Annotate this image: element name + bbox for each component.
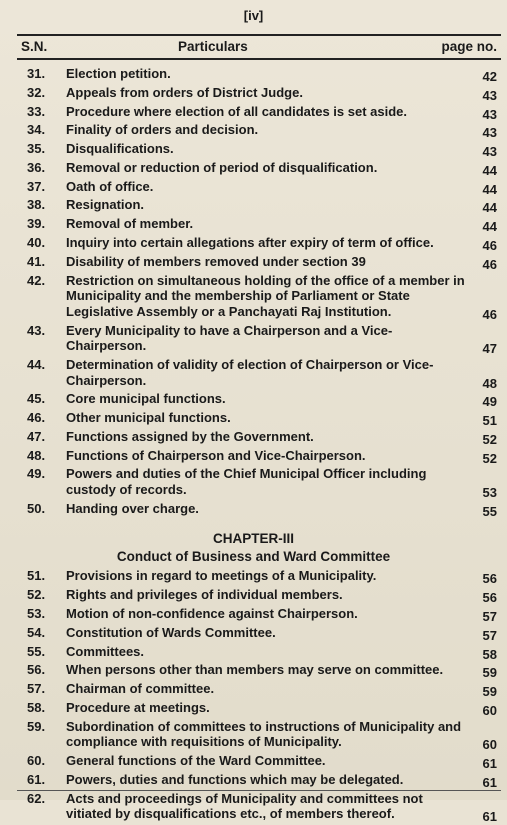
entry-number: 59. bbox=[27, 718, 46, 734]
entry-number: 38. bbox=[27, 197, 46, 213]
entry-number: 56. bbox=[27, 662, 46, 678]
entry-page-number: 46 bbox=[482, 238, 497, 254]
contents-list-part-2 bbox=[0, 568, 507, 825]
entry-number: 44. bbox=[27, 356, 46, 372]
entry-page-number: 44 bbox=[482, 181, 497, 197]
entry-title: Functions of Chairperson and Vice-Chairperson. bbox=[66, 447, 366, 463]
entry-number: 42. bbox=[27, 272, 46, 288]
entry-number: 48. bbox=[27, 447, 46, 463]
contents-entry bbox=[0, 448, 507, 464]
contents-entry bbox=[0, 625, 507, 641]
contents-entry bbox=[0, 216, 507, 235]
header-page-no: page no. bbox=[441, 39, 497, 54]
entry-number: 31. bbox=[27, 66, 46, 81]
entry-page-number: 51 bbox=[482, 413, 497, 429]
contents-entry bbox=[0, 662, 507, 681]
chapter-subtitle: Conduct of Business and Ward Committee bbox=[116, 549, 391, 565]
entry-title: Acts and proceedings of Municipality and committees not vitiated by disqualifications etc., of members thereof. bbox=[66, 790, 423, 822]
contents-entry bbox=[0, 122, 507, 141]
contents-entry bbox=[0, 273, 507, 320]
entry-title: Procedure at meetings. bbox=[66, 699, 210, 715]
chapter-title: CHAPTER-III bbox=[213, 531, 294, 547]
entry-page-number: 52 bbox=[482, 431, 497, 447]
bottom-divider bbox=[17, 790, 501, 791]
entry-title: Inquiry into certain allegations after expiry of term of office. bbox=[66, 235, 434, 251]
contents-entry bbox=[0, 606, 507, 622]
entry-page-number: 60 bbox=[482, 702, 497, 718]
entry-page-number: 57 bbox=[482, 608, 497, 624]
entry-number: 52. bbox=[27, 587, 46, 603]
entry-title: Election petition. bbox=[66, 66, 171, 81]
entry-number: 40. bbox=[27, 235, 46, 251]
entry-page-number: 46 bbox=[482, 256, 497, 272]
entry-title: Constitution of Wards Committee. bbox=[66, 624, 276, 640]
contents-entry bbox=[0, 254, 507, 270]
entry-number: 58. bbox=[27, 699, 46, 715]
entry-number: 41. bbox=[27, 253, 46, 269]
entry-page-number: 44 bbox=[482, 200, 497, 216]
contents-entry bbox=[0, 466, 507, 501]
entry-page-number: 48 bbox=[482, 375, 497, 391]
entry-title: Removal or reduction of period of disqualification. bbox=[66, 159, 378, 175]
entry-number: 51. bbox=[27, 568, 46, 584]
contents-entry bbox=[0, 772, 507, 788]
entry-page-number: 46 bbox=[482, 306, 497, 322]
header-sn: S.N. bbox=[21, 39, 48, 54]
contents-entry bbox=[0, 66, 507, 82]
entry-number: 33. bbox=[27, 103, 46, 119]
contents-entry bbox=[0, 235, 507, 254]
entry-title: Committees. bbox=[66, 643, 145, 659]
entry-title: Determination of validity of election of Chairperson or Vice-Chairperson. bbox=[66, 356, 434, 388]
entry-number: 50. bbox=[27, 500, 46, 516]
entry-number: 32. bbox=[27, 84, 46, 100]
entry-title: Handing over charge. bbox=[66, 500, 199, 516]
entry-title: When persons other than members may serve on committee. bbox=[66, 662, 444, 678]
entry-title: Rights and privileges of individual members. bbox=[66, 587, 343, 603]
contents-entry bbox=[0, 197, 507, 216]
entry-number: 53. bbox=[27, 605, 46, 621]
entry-page-number: 59 bbox=[482, 665, 497, 681]
entry-title: Finality of orders and decision. bbox=[66, 122, 259, 138]
entry-number: 37. bbox=[27, 178, 46, 194]
entry-number: 36. bbox=[27, 159, 46, 175]
entry-title: General functions of the Ward Committee. bbox=[66, 753, 326, 769]
entry-number: 47. bbox=[27, 428, 46, 444]
entry-page-number: 43 bbox=[482, 106, 497, 122]
entry-number: 46. bbox=[27, 410, 46, 426]
contents-entry bbox=[0, 160, 507, 176]
contents-entry bbox=[0, 790, 507, 825]
entry-number: 62. bbox=[27, 790, 46, 806]
entry-page-number: 60 bbox=[482, 737, 497, 753]
entry-page-number: 61 bbox=[482, 756, 497, 772]
contents-entry bbox=[0, 322, 507, 357]
entry-number: 34. bbox=[27, 122, 46, 138]
entry-title: Functions assigned by the Government. bbox=[66, 428, 314, 444]
table-header bbox=[17, 34, 501, 60]
contents-entry bbox=[0, 410, 507, 429]
contents-entry bbox=[0, 501, 507, 517]
header-particulars: Particulars bbox=[178, 39, 248, 54]
contents-entry bbox=[0, 644, 507, 660]
entry-title: Removal of member. bbox=[66, 216, 194, 232]
entry-page-number: 61 bbox=[482, 809, 497, 825]
entry-page-number: 55 bbox=[482, 503, 497, 519]
entry-title: Procedure where election of all candidates is set aside. bbox=[66, 103, 408, 119]
entry-page-number: 43 bbox=[482, 125, 497, 141]
entry-title: Motion of non-confidence against Chairperson. bbox=[66, 605, 358, 621]
entry-title: Chairman of committee. bbox=[66, 681, 215, 697]
entry-page-number: 42 bbox=[482, 69, 497, 84]
contents-entry bbox=[0, 429, 507, 445]
entry-page-number: 43 bbox=[482, 87, 497, 103]
entry-title: Resignation. bbox=[66, 197, 145, 213]
entry-number: 54. bbox=[27, 624, 46, 640]
entry-title: Powers, duties and functions which may be delegated. bbox=[66, 771, 404, 787]
entry-page-number: 58 bbox=[482, 646, 497, 662]
contents-entry bbox=[0, 587, 507, 606]
entry-number: 43. bbox=[27, 322, 46, 338]
entry-title: Every Municipality to have a Chairperson and a Vice-Chairperson. bbox=[66, 322, 393, 354]
entry-title: Restriction on simultaneous holding of the office of a member in Municipality and the membership of Parliament or State Legislative Assembly or a Panchayati Raj Institution. bbox=[66, 272, 465, 319]
entry-page-number: 56 bbox=[482, 590, 497, 606]
entry-page-number: 56 bbox=[482, 571, 497, 587]
entry-page-number: 53 bbox=[482, 485, 497, 501]
entry-number: 45. bbox=[27, 391, 46, 407]
entry-number: 39. bbox=[27, 216, 46, 232]
entry-page-number: 57 bbox=[482, 627, 497, 643]
entry-number: 60. bbox=[27, 753, 46, 769]
entry-page-number: 61 bbox=[482, 774, 497, 790]
entry-page-number: 44 bbox=[482, 219, 497, 235]
contents-entry bbox=[0, 681, 507, 700]
entry-page-number: 44 bbox=[482, 162, 497, 178]
page-label: [iv] bbox=[243, 8, 264, 23]
entry-number: 55. bbox=[27, 643, 46, 659]
contents-entry bbox=[0, 85, 507, 101]
entry-number: 49. bbox=[27, 466, 46, 482]
contents-entry bbox=[0, 753, 507, 772]
contents-list-part-1 bbox=[0, 66, 507, 519]
contents-entry bbox=[0, 568, 507, 587]
entry-title: Core municipal functions. bbox=[66, 391, 226, 407]
contents-entry bbox=[0, 391, 507, 410]
entry-page-number: 47 bbox=[482, 341, 497, 357]
contents-list bbox=[0, 66, 507, 825]
entry-title: Other municipal functions. bbox=[66, 410, 231, 426]
entry-title: Disqualifications. bbox=[66, 141, 174, 157]
entry-title: Appeals from orders of District Judge. bbox=[66, 84, 303, 100]
entry-page-number: 43 bbox=[482, 144, 497, 160]
entry-page-number: 52 bbox=[482, 450, 497, 466]
entry-page-number: 59 bbox=[482, 684, 497, 700]
entry-number: 35. bbox=[27, 141, 46, 157]
entry-title: Disability of members removed under section 39 bbox=[66, 253, 366, 269]
entry-number: 61. bbox=[27, 771, 46, 787]
entry-title: Subordination of committees to instructions of Municipality and compliance with requisitions of Municipality. bbox=[66, 718, 462, 750]
contents-entry bbox=[0, 179, 507, 195]
contents-entry bbox=[0, 700, 507, 716]
entry-number: 57. bbox=[27, 681, 46, 697]
entry-title: Provisions in regard to meetings of a Municipality. bbox=[66, 568, 377, 584]
contents-entry bbox=[0, 141, 507, 160]
entry-title: Powers and duties of the Chief Municipal Officer including custody of records. bbox=[66, 466, 427, 498]
entry-page-number: 49 bbox=[482, 394, 497, 410]
contents-entry bbox=[0, 718, 507, 753]
contents-entry bbox=[0, 356, 507, 391]
entry-title: Oath of office. bbox=[66, 178, 154, 194]
contents-entry bbox=[0, 104, 507, 120]
